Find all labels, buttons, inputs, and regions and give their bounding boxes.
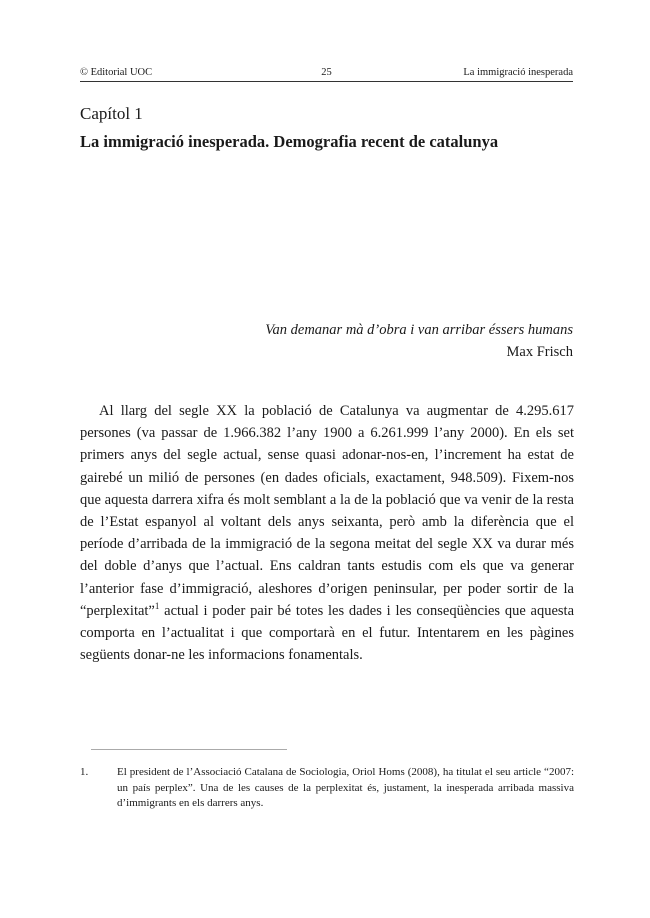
epigraph-author: Max Frisch — [506, 344, 573, 360]
footnote-divider — [91, 749, 287, 750]
running-header — [80, 66, 573, 82]
publisher-label: © Editorial UOC — [80, 67, 153, 78]
footnote — [80, 765, 574, 812]
footnote-number: 1. — [80, 766, 89, 778]
chapter-label: Capítol 1 — [80, 104, 143, 123]
footnote-reference: 1 — [154, 601, 160, 611]
book-title-label: La immigració inesperada — [463, 67, 573, 78]
chapter-title: La immigració inesperada. Demografia recent de catalunya — [80, 132, 499, 151]
page-number: 25 — [321, 67, 332, 78]
epigraph — [265, 319, 573, 363]
body-text-part2: actual i poder pair bé totes les dades i les conseqüències que aquesta comporta en l’actualitat i que comportarà en el futur. Intentarem en les pàgines següents donar-ne les informacions fonamentals. — [80, 602, 574, 664]
body-text-part1: Al llarg del segle XX la població de Catalunya va augmentar de 4.295.617 persones (va passar de 1.966.382 l’any 1900 a 6.261.999 l’any 2000). En els set primers anys del segle actual, sense quasi adonar-nos-en, l’increment ha estat de gairebé un milió de persones (en dades oficials, exactament, 948.509). Fixem-nos que aquesta darrera xifra és molt semblant a la de la població que va venir de la resta de l’Estat espanyol al voltant dels anys seixanta, però amb la diferència que el període d’arribada de la immigració de la segona meitat del segle XX va durar més del doble d’anys que l’actual. Ens caldran tants estudis com els que va generar l’anterior fase d’immigració, aleshores d’origen peninsular, per poder sortir de la “perplexitat” — [80, 403, 574, 619]
body-paragraph — [80, 400, 574, 666]
footnote-text: El president de l’Associació Catalana de Sociologia, Oriol Homs (2008), ha titulat el seu article “2007: un país perplex”. Una de les causes de la perplexitat és, justament, la inesperada arribada massiva d’immigrants en els darrers anys. — [117, 766, 574, 809]
epigraph-quote: Van demanar mà d’obra i van arribar éssers humans — [265, 322, 573, 338]
